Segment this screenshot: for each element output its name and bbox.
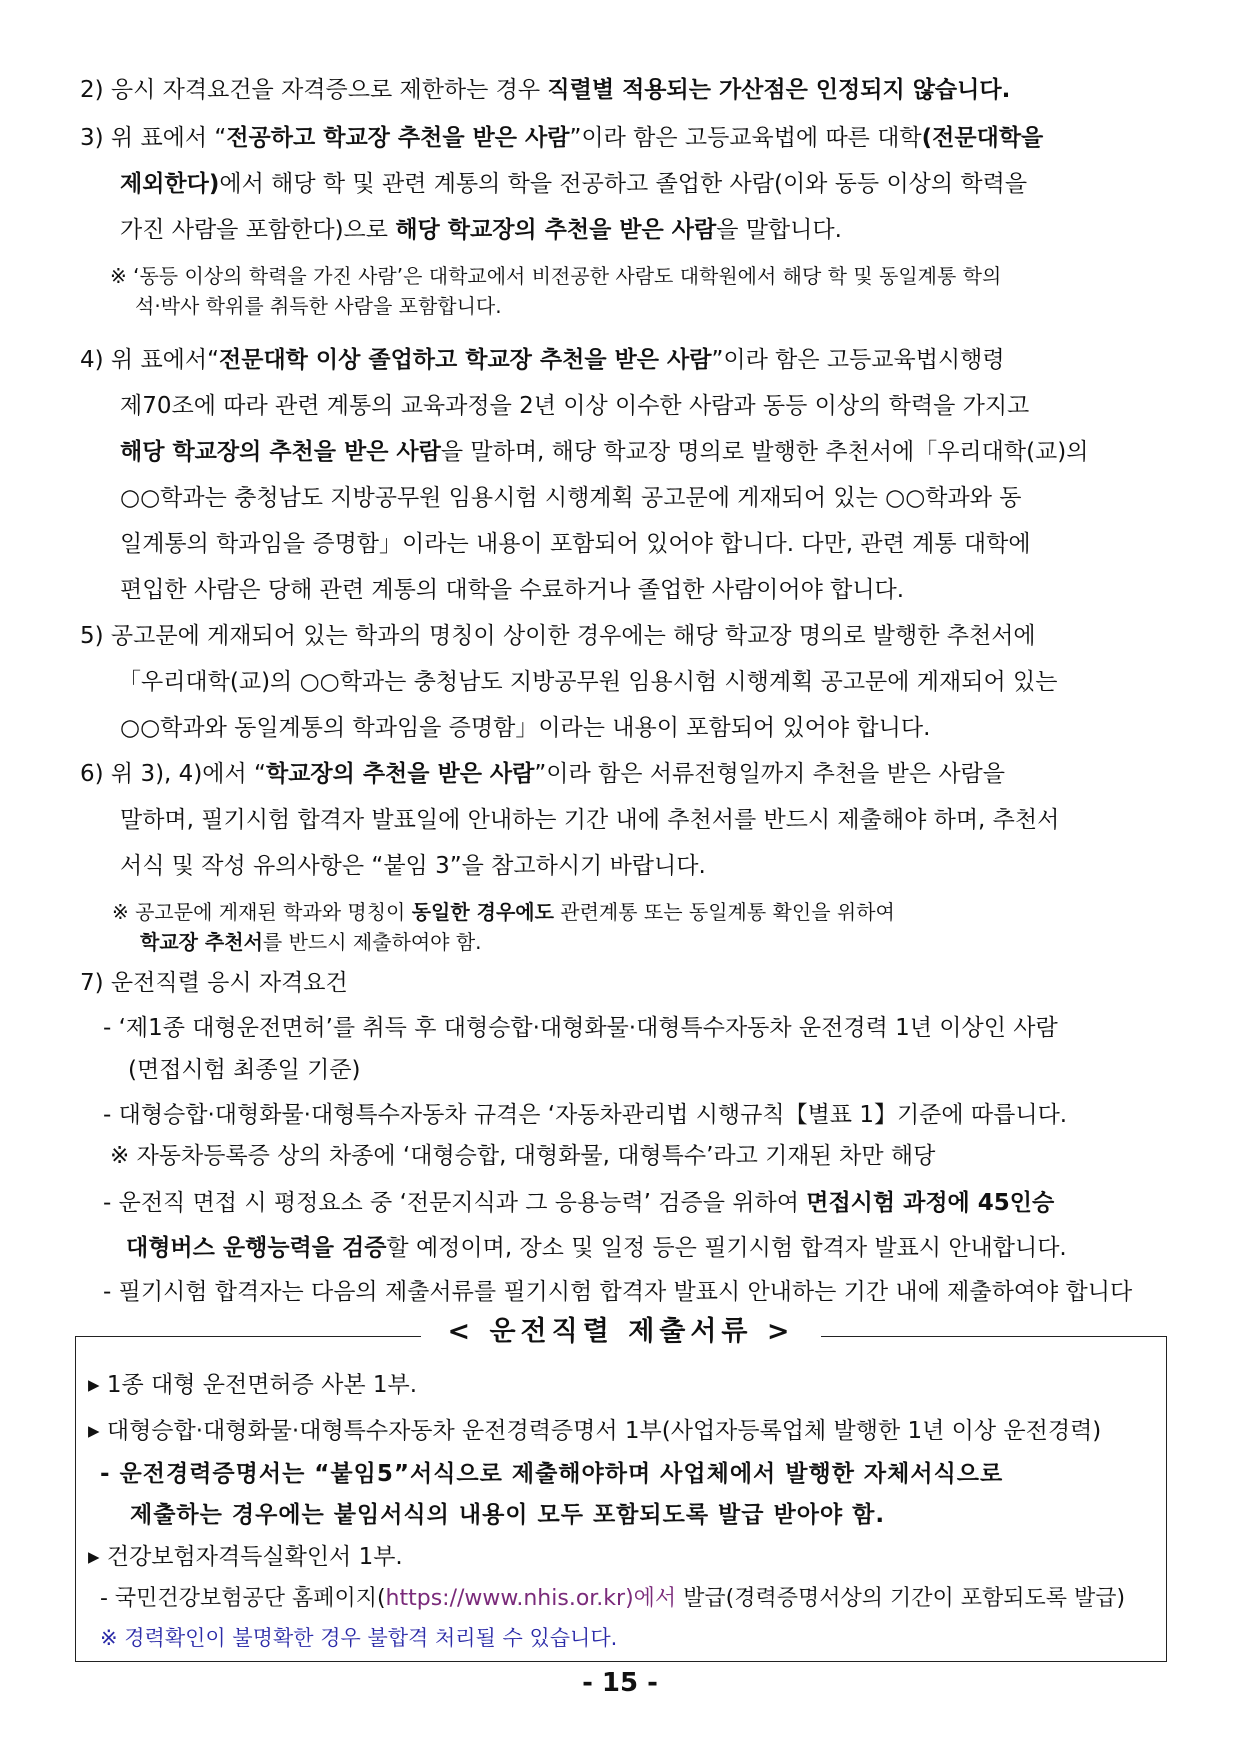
item-4-line-1: 4) 위 표에서“전문대학 이상 졸업하고 학교장 추천을 받은 사람”이라 함은 고등교육법시행령 (80, 347, 1005, 373)
item-6-note-line-2: 학교장 추천서를 반드시 제출하여야 함. (140, 930, 482, 954)
item-3-note-line-1: ※ ‘동등 이상의 학력을 가진 사람’은 대학교에서 비전공한 사람도 대학원에서 해당 학 및 동일계통 학의 (110, 264, 1002, 288)
item-4-line-4: ○○학과는 충청남도 지방공무원 임용시험 시행계획 공고문에 게재되어 있는 ○○학과와 동 (120, 485, 1022, 511)
item-5-line-1: 5) 공고문에 게재되어 있는 학과의 명칭이 상이한 경우에는 해당 학교장 명의로 발행한 추천서에 (80, 623, 1036, 649)
item-7-detail-3-line-1: - 운전직 면접 시 평정요소 중 ‘전문지식과 그 응용능력’ 검증을 위하여 면접시험 과정에 45인승 (103, 1190, 1055, 1216)
item-6-note-line-1: ※ 공고문에 게재된 학과와 명칭이 동일한 경우에도 관련계통 또는 동일계통 확인을 위하여 (112, 900, 895, 924)
item-7-detail-1-line-1: - ‘제1종 대형운전면허’를 취득 후 대형승합·대형화물·대형특수자동차 운전경력 1년 이상인 사람 (103, 1015, 1058, 1041)
item-7-title: 7) 운전직렬 응시 자격요건 (80, 970, 348, 996)
box-warning: ※ 경력확인이 불명확한 경우 불합격 처리될 수 있습니다. (100, 1626, 618, 1650)
box-item-3: ▸ 건강보험자격득실확인서 1부. (88, 1544, 403, 1570)
item-7-detail-2: - 대형승합·대형화물·대형특수자동차 규격은 ‘자동차관리법 시행규칙【별표 1】기준에 따릅니다. (103, 1102, 1068, 1128)
item-7-detail-2-note: ※ 자동차등록증 상의 차종에 ‘대형승합, 대형화물, 대형특수’라고 기재된 차만 해당 (110, 1143, 936, 1169)
item-3-line-2: 제외한다)에서 해당 학 및 관련 계통의 학을 전공하고 졸업한 사람(이와 동등 이상의 학력을 (120, 171, 1028, 197)
box-item-2-note-line-2: 제출하는 경우에는 붙임서식의 내용이 모두 포함되도록 발급 받아야 함. (130, 1502, 886, 1528)
page-number: - 15 - (582, 1668, 658, 1698)
item-7-detail-4: - 필기시험 합격자는 다음의 제출서류를 필기시험 합격자 발표시 안내하는 기간 내에 제출하여야 합니다 (103, 1279, 1133, 1305)
item-5-line-3: ○○학과와 동일계통의 학과임을 증명함」이라는 내용이 포함되어 있어야 합니다. (120, 715, 931, 741)
nhis-url[interactable]: https://www.nhis.or.kr (385, 1586, 626, 1611)
box-item-1: ▸ 1종 대형 운전면허증 사본 1부. (88, 1372, 418, 1398)
item-3-line-3: 가진 사람을 포함한다)으로 해당 학교장의 추천을 받은 사람을 말합니다. (120, 217, 842, 243)
item-7-detail-1-line-2: (면접시험 최종일 기준) (128, 1057, 361, 1083)
item-3-note-line-2: 석·박사 학위를 취득한 사람을 포함합니다. (135, 294, 502, 318)
item-6-line-2: 말하며, 필기시험 합격자 발표일에 안내하는 기간 내에 추천서를 반드시 제출해야 하며, 추천서 (120, 807, 1060, 833)
box-item-2: ▸ 대형승합·대형화물·대형특수자동차 운전경력증명서 1부(사업자등록업체 발행한 1년 이상 운전경력) (88, 1418, 1102, 1444)
item-4-line-3: 해당 학교장의 추천을 받은 사람을 말하며, 해당 학교장 명의로 발행한 추천서에「우리대학(교)의 (120, 439, 1089, 465)
item-4-line-2: 제70조에 따라 관련 계통의 교육과정을 2년 이상 이수한 사람과 동등 이상의 학력을 가지고 (120, 393, 1030, 419)
submission-box-title-wrap (75, 1312, 1167, 1352)
submission-box-title: < 운전직렬 제출서류 > (421, 1312, 820, 1352)
item-2-line-1: 2) 응시 자격요건을 자격증으로 제한하는 경우 직렬별 적용되는 가산점은 인정되지 않습니다. (80, 77, 1011, 103)
item-6-line-3: 서식 및 작성 유의사항은 “붙임 3”을 참고하시기 바랍니다. (120, 853, 706, 879)
box-item-2-note-line-1: - 운전경력증명서는 “붙임5”서식으로 제출해야하며 사업체에서 발행한 자체서식으로 (100, 1461, 1004, 1487)
item-4-line-5: 일계통의 학과임을 증명함」이라는 내용이 포함되어 있어야 합니다. 다만, 관련 계통 대학에 (120, 531, 1031, 557)
item-7-detail-3-line-2: 대형버스 운행능력을 검증할 예정이며, 장소 및 일정 등은 필기시험 합격자 발표시 안내합니다. (126, 1235, 1067, 1261)
item-3-line-1: 3) 위 표에서 “전공하고 학교장 추천을 받은 사람”이라 함은 고등교육법에 따른 대학(전문대학을 (80, 125, 1044, 151)
item-5-line-2: 「우리대학(교)의 ○○학과는 충청남도 지방공무원 임용시험 시행계획 공고문에 게재되어 있는 (118, 669, 1058, 695)
item-6-line-1: 6) 위 3), 4)에서 “학교장의 추천을 받은 사람”이라 함은 서류전형일까지 추천을 받은 사람을 (80, 761, 1005, 787)
box-item-3-note: - 국민건강보험공단 홈페이지(https://www.nhis.or.kr)에서 발급(경력증명서상의 기간이 포함되도록 발급) (100, 1586, 1126, 1611)
item-4-line-6: 편입한 사람은 당해 관련 계통의 대학을 수료하거나 졸업한 사람이어야 합니다. (120, 577, 905, 603)
